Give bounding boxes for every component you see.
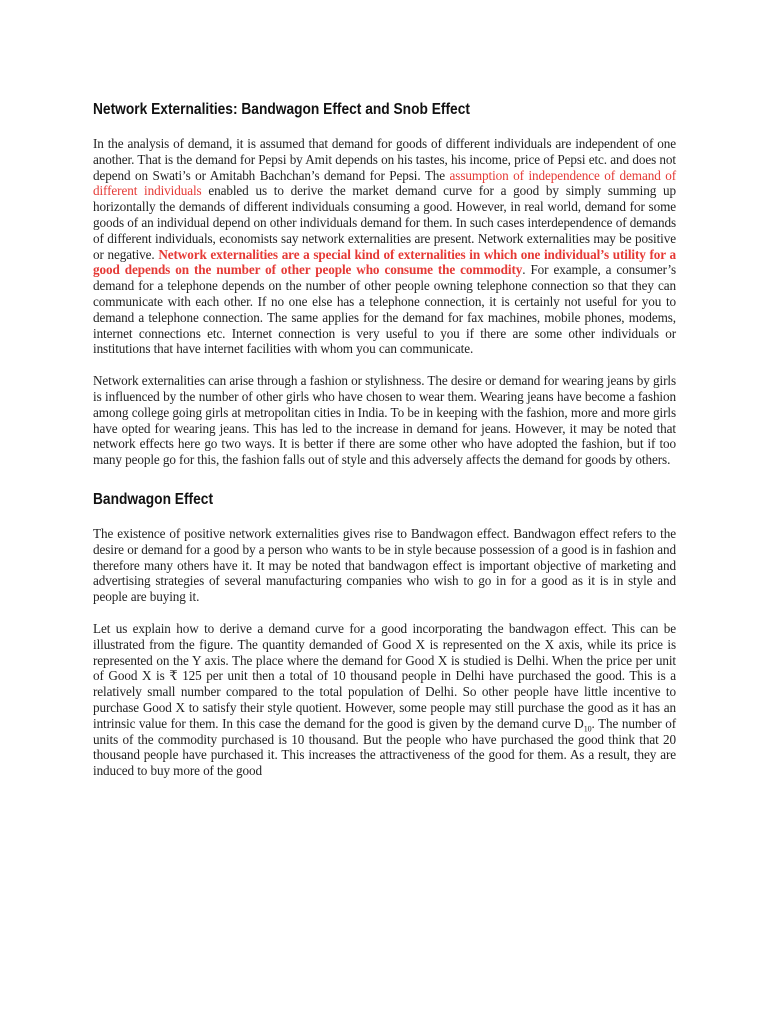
paragraph-demand-curve	[93, 621, 676, 779]
document-page	[93, 100, 676, 779]
paragraph-bandwagon-definition: The existence of positive network externalities gives rise to Bandwagon effect. Bandwagon effect refers to the desire or demand for a good by a person who wants to be in style because possession of a good is in fashion and therefore many others have it. It may be noted that bandwagon effect is important objective of marketing and advertising strategies of several manufacturing companies who wish to go in for a good as it is in style and people are buying it.	[93, 525, 676, 605]
section-heading-bandwagon: Bandwagon Effect	[93, 490, 214, 508]
para4-text-b: . The number of units of the commodity purchased is 10 thousand. But the people who have purchased the good think that 20 thousand people have purchased it. This increases the attractiveness of the good for them. As a result, they are induced to buy more of the good	[93, 715, 676, 779]
highlight-definition: Network externalities are a special kind of externalities in which one individual’s utility for a good depends on the number of other people who consume the commodity	[93, 246, 676, 278]
para4-text-a: Let us explain how to derive a demand curve for a good incorporating the bandwagon effect. This can be illustrated from the figure. The quantity demanded of Good X is represented on the X axis, while its price is represented on the Y axis. The place where the demand for Good X is studied is Delhi. When the price per unit of Good X is ₹ 125 per unit then a total of 10 thousand people in Delhi have purchased the good. This is a relatively small number compared to the total population of Delhi. So other people have little incentive to purchase Good X to satisfy their style quotient. However, some people may still purchase the good as it has an intrinsic value for them. In this case the demand for the good is given by the demand curve D	[93, 620, 676, 731]
page-title: Network Externalities: Bandwagon Effect and Snob Effect	[93, 101, 470, 118]
para1-text-a: In the analysis of demand, it is assumed that demand for goods of different individuals are independent of one another. That is the demand for Pepsi by Amit depends on his tastes, his income, price of Pepsi etc. and does not depend on Swati’s or Amitabh Bachchan’s demand for Pepsi. The	[93, 136, 676, 183]
subscript-d10: 10	[583, 724, 592, 734]
paragraph-fashion: Network externalities can arise through a fashion or stylishness. The desire or demand for wearing jeans by girls is influenced by the number of other girls who have chosen to wear them. Wearing jeans have become a fashion among college going girls at metropolitan cities in India. To be in keeping with the fashion, more and more girls have opted for wearing jeans. This has led to the increase in demand for jeans. However, it may be noted that network effects here go two ways. It is better if there are some other who have adopted the fashion, but if too many people go for this, the fashion falls out of style and this adversely affects the demand for goods by others.	[93, 373, 676, 468]
paragraph-network-externalities	[93, 136, 676, 357]
highlight-assumption: assumption of independence of demand of different individuals	[93, 167, 677, 199]
para1-text-c: enabled us to derive the market demand curve for a good by simply summing up horizontally the demands of different individuals consuming a good. However, in real world, demand for some goods of an individual depend on other individuals demand for them. In such cases interdependence of demands of different individuals, economists say network externalities are present. Network externalities may be positive or negative.	[93, 183, 676, 262]
para1-text-e: . For example, a consumer’s demand for a telephone depends on the number of other people owning telephone connection so that they can communicate with each other. If no one else has a telephone connection, it is certainly not useful for you to demand a telephone connection. The same applies for the demand for fax machines, mobile phones, modems, internet connections etc. Internet connection is very useful to you if there are some other individuals or institutions that have internet facilities with whom you can communicate.	[93, 262, 676, 357]
